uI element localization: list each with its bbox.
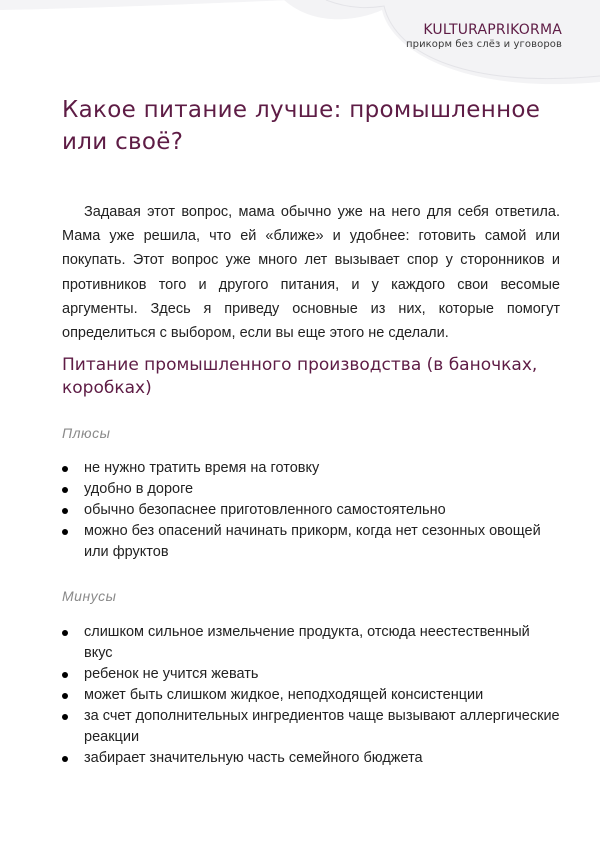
cons-list (62, 622, 562, 769)
brand-logo (406, 22, 562, 51)
bullet-icon (62, 487, 68, 493)
bullet-icon (62, 714, 68, 720)
brand-name: KULTURAPRIKORMA (423, 22, 562, 38)
bullet-icon (62, 630, 68, 636)
bullet-icon (62, 693, 68, 699)
cons-item (62, 664, 562, 685)
bullet-icon (62, 466, 68, 472)
pros-item (62, 500, 562, 521)
pros-item (62, 458, 562, 479)
cons-item (62, 748, 562, 769)
cons-label: Минусы (62, 588, 117, 604)
cons-item (62, 706, 562, 748)
brand-tagline: прикорм без слёз и уговоров (405, 39, 562, 50)
bullet-icon (62, 672, 68, 678)
pros-item-text: обычно безопаснее приготовленного самостоятельно (84, 502, 446, 518)
bullet-icon (62, 529, 68, 535)
intro-paragraph: Задавая этот вопрос, мама обычно уже на него для себя ответила. Мама уже решила, что ей «ближе» и удобнее: готовить самой или покупать. Этот вопрос уже много лет вызывает спор у сторонников и противников того и другого питания, и у каждого свои весомые аргументы. Здесь я приведу основные из них, которые помогут определиться с выбором, если вы еще этого не сделали. (62, 204, 560, 342)
bullet-icon (62, 508, 68, 514)
cons-item (62, 685, 562, 706)
section-title: Питание промышленного производства (в баночках, коробках) (62, 355, 538, 398)
pros-label: Плюсы (62, 425, 111, 441)
pros-item-text: можно без опасений начинать прикорм, когда нет сезонных овощей или фруктов (84, 523, 541, 560)
cons-item-text: слишком сильное измельчение продукта, отсюда неестественный вкус (84, 624, 530, 661)
pros-item (62, 521, 562, 563)
cons-item-text: забирает значительную часть семейного бюджета (84, 750, 423, 766)
pros-item (62, 479, 562, 500)
pros-item-text: удобно в дороге (84, 481, 194, 497)
pros-item-text: не нужно тратить время на готовку (84, 460, 320, 476)
bullet-icon (62, 756, 68, 762)
cons-item (62, 622, 562, 664)
cons-item-text: за счет дополнительных ингредиентов чаще вызывают аллергические реакции (84, 708, 560, 745)
pros-list (62, 458, 562, 563)
cons-item-text: может быть слишком жидкое, неподходящей консистенции (84, 687, 484, 703)
page-title: Какое питание лучше: промышленное или своё? (62, 97, 541, 155)
cons-item-text: ребенок не учится жевать (84, 666, 259, 682)
